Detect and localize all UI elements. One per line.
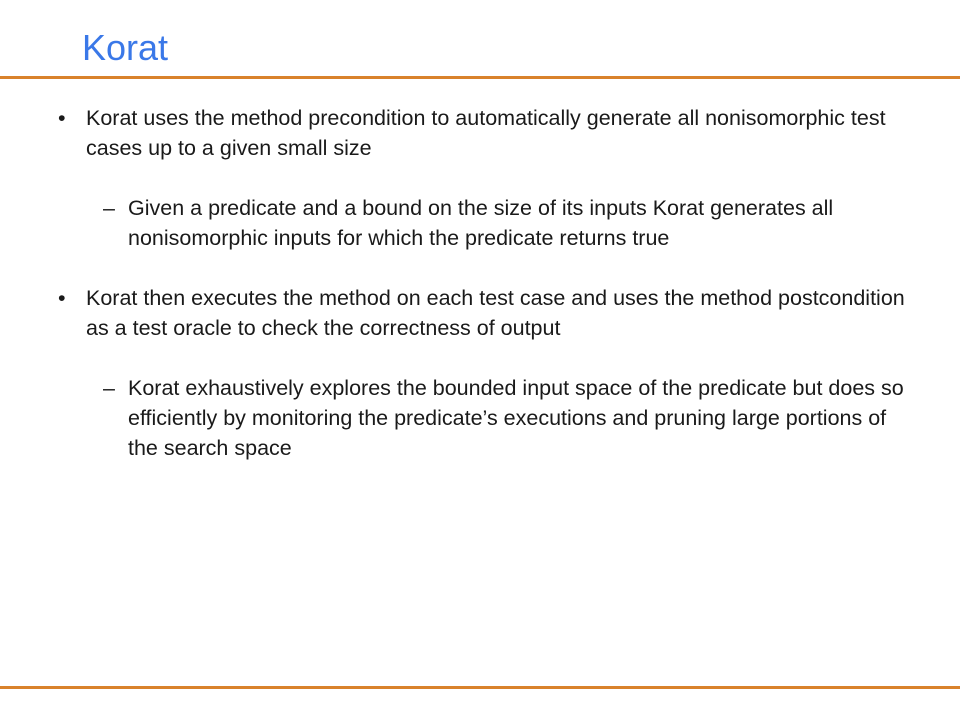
- slide-content: [0, 103, 960, 463]
- top-divider: [0, 76, 960, 79]
- bullet-marker: •: [58, 106, 66, 130]
- bullet-text: Korat uses the method precondition to automatically generate all nonisomorphic test cases up to a given small size: [86, 106, 886, 160]
- bullet-item: [0, 283, 960, 343]
- bullet-marker: •: [58, 286, 66, 310]
- bottom-divider: [0, 686, 960, 689]
- bullet-text: Korat then executes the method on each test case and uses the method postcondition as a test oracle to check the correctness of output: [86, 286, 905, 340]
- sub-bullet-item: [0, 193, 960, 253]
- sub-bullet-item: [0, 373, 960, 463]
- bullet-item: [0, 103, 960, 163]
- sub-bullet-text: Korat exhaustively explores the bounded input space of the predicate but does so efficiently by monitoring the predicate’s executions and pruning large portions of the search space: [128, 376, 904, 460]
- slide-title: Korat: [82, 27, 169, 68]
- sub-bullet-text: Given a predicate and a bound on the size of its inputs Korat generates all nonisomorphic inputs for which the predicate returns true: [128, 196, 834, 250]
- sub-bullet-marker: –: [103, 376, 115, 400]
- sub-bullet-marker: –: [103, 196, 115, 220]
